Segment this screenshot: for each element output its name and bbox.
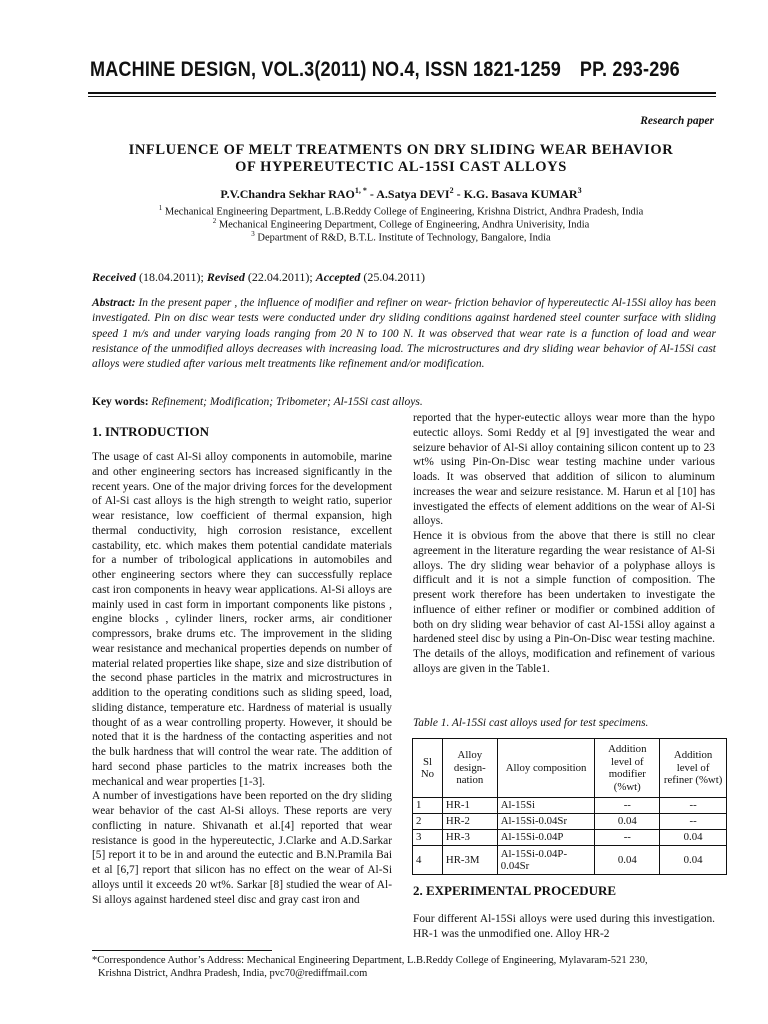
affiliation-3-sup: 3 (251, 230, 255, 238)
affiliation-1 (70, 204, 732, 218)
table-cell: HR-2 (442, 814, 497, 830)
table-header-row (413, 739, 727, 798)
table-cell: Al-15Si (497, 798, 595, 814)
table-cell: HR-3 (442, 830, 497, 846)
table-cell: -- (595, 798, 660, 814)
footnote-line-2: Krishna District, Andhra Pradesh, India, pvc70@rediffmail.com (98, 968, 368, 979)
table-cell: HR-3M (442, 846, 497, 875)
table-row (413, 798, 727, 814)
paper-title-line1: INFLUENCE OF MELT TREATMENTS ON DRY SLIDING WEAR BEHAVIOR (128, 142, 674, 158)
experimental-paragraph-1: Four different Al-15Si alloys were used during this investigation. HR-1 was the unmodified one. Alloy HR-2 (413, 913, 715, 940)
alloy-table (412, 738, 727, 875)
journal-citation: MACHINE DESIGN, VOL.3(2011) NO.4, ISSN 1821-1259 (90, 58, 561, 81)
left-column (92, 450, 392, 907)
header-rule-thick (88, 92, 716, 94)
intro-paragraph-2: A number of investigations have been reported on the dry sliding wear behavior of the cast Al-Si alloys. These reports are very conflicting in nature. Shivanath et al.[4] reported that wear resistance is good in the hypereutectic, J.Clarke and A.D.Sarkar [5] report it to be in and around the eutectic and B.N.Pramila Bai et al [6,7] report that silicon has no effect on the wear of Al-Si alloys until it exceeds 20 wt%. Sarkar [8] studied the wear of Al-Si alloys against hardened steel disc and gray cast iron and (92, 790, 392, 906)
affiliation-3-text: Department of R&D, B.T.L. Institute of Technology, Bangalore, India (254, 232, 551, 244)
table-cell: 4 (413, 846, 443, 875)
table-cell: 1 (413, 798, 443, 814)
footnote-rule (92, 950, 272, 951)
table-cell: -- (660, 814, 727, 830)
abstract (92, 296, 716, 372)
author-list (70, 186, 732, 202)
header-rule-thin (88, 96, 716, 97)
section-heading-introduction: 1. INTRODUCTION (92, 424, 210, 439)
keywords-text: Refinement; Modification; Tribometer; Al-15Si cast alloys. (148, 396, 423, 408)
accepted-date: (25.04.2011) (360, 270, 425, 284)
correspondence-footnote (92, 954, 722, 980)
table-cell: 0.04 (595, 846, 660, 875)
intro-paragraph-4: Hence it is obvious from the above that there is still no clear agreement in the literature regarding the wear resistance of Al-Si alloys. The dry sliding wear behavior of a polyphase alloys is difficult and it is not a simple function of composition. The present work therefore has been undertaken to investigate the influence of either refiner or modifier or combined addition of both on dry sliding wear behavior of cast Al-15Si alloy against a hardened steel disc by using a Pin-On-Disc wear testing machine. The details of the alloys, modification and refinement of various alloys are given in the Table1. (413, 530, 715, 675)
received-date: (18.04.2011); (135, 270, 207, 284)
paper-type: Research paper (640, 115, 714, 127)
table-cell: Al-15Si-0.04P (497, 830, 595, 846)
abstract-text: In the present paper , the influence of modifier and refiner on wear- friction behavior of hypereutectic Al-15Si alloy has been investigated. Pin on disc wear tests were conducted under dry sliding conditions against hardened steel counter surface with sliding speed 1 m/s and under varying loads ranging from 20 N to 100 N. It was observed that wear rate is a function of load and wear resistance of the unmodified alloys decreases with increasing load. The microstructures and dry sliding wear behavior of Al-15Si cast alloys were studied after various melt treatments like refinement and/or modification. (92, 297, 716, 371)
page-range: PP. 293-296 (579, 58, 680, 81)
table-cell: Al-15Si-0.04P-0.04Sr (497, 846, 595, 875)
author-separator: - (453, 187, 464, 201)
table-cell: 3 (413, 830, 443, 846)
journal-header (90, 58, 680, 82)
table-cell: 0.04 (595, 814, 660, 830)
intro-paragraph-1: The usage of cast Al-Si alloy components in automobile, marine and other engineering sectors has increased significantly in the recent years. One of the major driving forces for the development of Al-Si cast alloys is the high strength to weight ratio, superior wear resistance, low coefficient of thermal expansion, high thermal conductivity, high corrosion resistance, excellent castability, etc. which makes them potential candidate materials for a number of tribological applications in automobiles and other engineering sectors where they can successfully replace cast iron components in heavy wear applications. Al-Si alloys are mainly used in cast form in important components like pistons , engine blocks , cylinder liners, rocker arms, air conditioner compressors, brake drums etc. The improvement in the sliding wear resistance and mechanical properties depends on number of material related properties like shape, size and size distribution of the second phase particles in the matrix and microstructures in addition to the operating conditions such as sliding speed, load, sliding distance, temperature etc. Hardness of material is usually thought of as a wear controlling property. However, it should be noted that it is the hardness of the contacting asperities and not the bulk hardness that will control the wear rate. The addition of hard second phase particles to the matrix increases both the mechanical and wear properties [1-3]. (92, 451, 392, 788)
affiliation-1-sup: 1 (158, 204, 163, 212)
revised-label: Revised (206, 270, 245, 284)
footnote-line-1: *Correspondence Author’s Address: Mechanical Engineering Department, L.B.Reddy College of Engineering, Mylavaram-521 230, (92, 955, 648, 966)
submission-dates (92, 270, 425, 285)
author-2: A.Satya DEVI (376, 187, 450, 201)
affiliation-1-text: Mechanical Engineering Department, L.B.Reddy College of Engineering, Krishna District, Andhra Pradesh, India (162, 206, 644, 218)
affiliation-3 (70, 230, 732, 244)
accepted-label: Accepted (315, 270, 361, 284)
abstract-label: Abstract: (92, 297, 136, 309)
table-header-cell: Addition level of refiner (%wt) (660, 739, 727, 798)
author-separator: - (366, 187, 377, 201)
table-cell: Al-15Si-0.04Sr (497, 814, 595, 830)
intro-paragraph-3: reported that the hyper-eutectic alloys wear more than the hypo eutectic alloys. Somi Reddy et al [9] investigated the wear and seizure behavior of Al-Si alloy containing silicon content up to 23 wt% using Pin-On-Disc wear testing machine under various loads. It was observed that addition of silicon to aluminum increases the wear and seizure resistance. M. Harun et al [10] has investigated the effects of element additions on the wear of Al-Si alloys. (413, 412, 715, 528)
affiliation-2 (70, 217, 732, 231)
table-cell: 0.04 (660, 830, 727, 846)
keywords-label: Key words: (92, 396, 149, 408)
table-header-cell: Addition level of modifier (%wt) (595, 739, 660, 798)
table-cell: -- (595, 830, 660, 846)
author-3: K.G. Basava KUMAR (463, 187, 578, 201)
paper-title-line2: OF HYPEREUTECTIC AL-15SI CAST ALLOYS (235, 159, 567, 175)
affiliation-2-sup: 2 (212, 217, 217, 225)
table-row (413, 814, 727, 830)
author-1: P.V.Chandra Sekhar RAO (220, 187, 355, 201)
author-1-sup: 1, * (354, 186, 367, 195)
right-column (413, 411, 715, 677)
table-cell: -- (660, 798, 727, 814)
table-caption: Table 1. Al-15Si cast alloys used for test specimens. (413, 717, 649, 729)
table-header-cell: Alloy design-nation (442, 739, 497, 798)
table-header-cell: Alloy composition (497, 739, 595, 798)
revised-date: (22.04.2011); (244, 270, 316, 284)
table-cell: 2 (413, 814, 443, 830)
author-2-sup: 2 (449, 186, 454, 195)
table-cell: HR-1 (442, 798, 497, 814)
table-row (413, 846, 727, 875)
table-header-cell: Sl No (413, 739, 443, 798)
keywords (92, 396, 716, 408)
table-row (413, 830, 727, 846)
author-3-sup: 3 (577, 186, 582, 195)
received-label: Received (92, 270, 136, 284)
table-cell: 0.04 (660, 846, 727, 875)
section-heading-experimental: 2. EXPERIMENTAL PROCEDURE (413, 883, 617, 898)
affiliation-2-text: Mechanical Engineering Department, College of Engineering, Andhra Univerisity, India (216, 219, 590, 231)
